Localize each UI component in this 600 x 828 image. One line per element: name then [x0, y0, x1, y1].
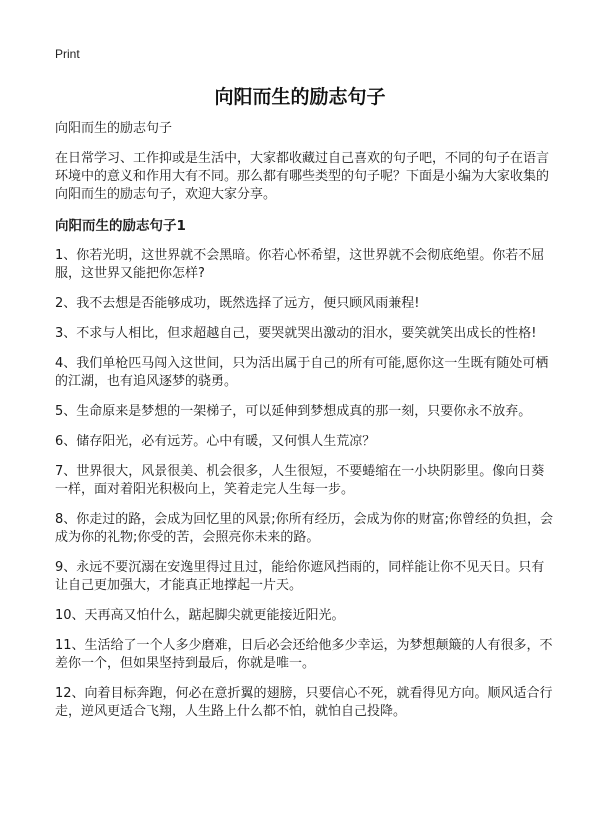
- quote-item: 11、生活给了一个人多少磨难，日后必会还给他多少幸运，为梦想颠簸的人有很多，不差你一个，但如果坚持到最后，你就是唯一。: [55, 638, 553, 671]
- section-heading: 向阳而生的励志句子1: [55, 218, 186, 234]
- quote-item: 8、你走过的路，会成为回忆里的风景;你所有经历，会成为你的财富;你曾经的负担，会成为你的礼物;你受的苦，会照亮你未来的路。: [55, 512, 554, 545]
- intro-paragraph: 在日常学习、工作抑或是生活中，大家都收藏过自己喜欢的句子吧，不同的句子在语言环境中的意义和作用大有不同。那么都有哪些类型的句子呢？下面是小编为大家收集的向阳而生的励志句子，欢迎大家分享。: [55, 151, 550, 202]
- print-link[interactable]: Print: [55, 47, 80, 61]
- quote-item: 1、你若光明，这世界就不会黑暗。你若心怀希望，这世界就不会彻底绝望。你若不屈服，这世界又能把你怎样?: [55, 248, 545, 281]
- quote-item: 12、向着目标奔跑，何必在意折翼的翅膀，只要信心不死，就看得见方向。顺风适合行走，逆风更适合飞翔，人生路上什么都不怕，就怕自己投降。: [55, 686, 553, 719]
- page-title: 向阳而生的励志句子: [214, 86, 386, 108]
- quote-item: 2、我不去想是否能够成功，既然选择了远方，便只顾风雨兼程!: [55, 296, 420, 311]
- quote-item: 6、储存阳光，必有远芳。心中有暖，又何惧人生荒凉？: [55, 434, 376, 449]
- quote-list: [55, 247, 555, 721]
- quote-item: 9、永远不要沉溺在安逸里得过且过，能给你遮风挡雨的，同样能让你不见天日。只有让自己更加强大，才能真正地撑起一片天。: [55, 560, 545, 593]
- document-body: [55, 120, 555, 733]
- quote-item: 3、不求与人相比，但求超越自己，要哭就哭出激动的泪水，要笑就笑出成长的性格!: [55, 326, 537, 341]
- quote-item: 5、生命原来是梦想的一架梯子，可以延伸到梦想成真的那一刻，只要你永不放弃。: [55, 404, 532, 419]
- quote-item: 10、天再高又怕什么，踮起脚尖就更能接近阳光。: [55, 608, 345, 623]
- document-subtitle: 向阳而生的励志句子: [55, 121, 173, 136]
- quote-item: 7、世界很大，风景很美、机会很多，人生很短，不要蜷缩在一小块阴影里。像向日葵一样，面对着阳光积极向上，笑着走完人生每一步。: [55, 464, 545, 497]
- quote-item: 4、我们单枪匹马闯入这世间，只为活出属于自己的所有可能,愿你这一生既有随处可栖的江湖，也有追风逐梦的骁勇。: [55, 356, 549, 389]
